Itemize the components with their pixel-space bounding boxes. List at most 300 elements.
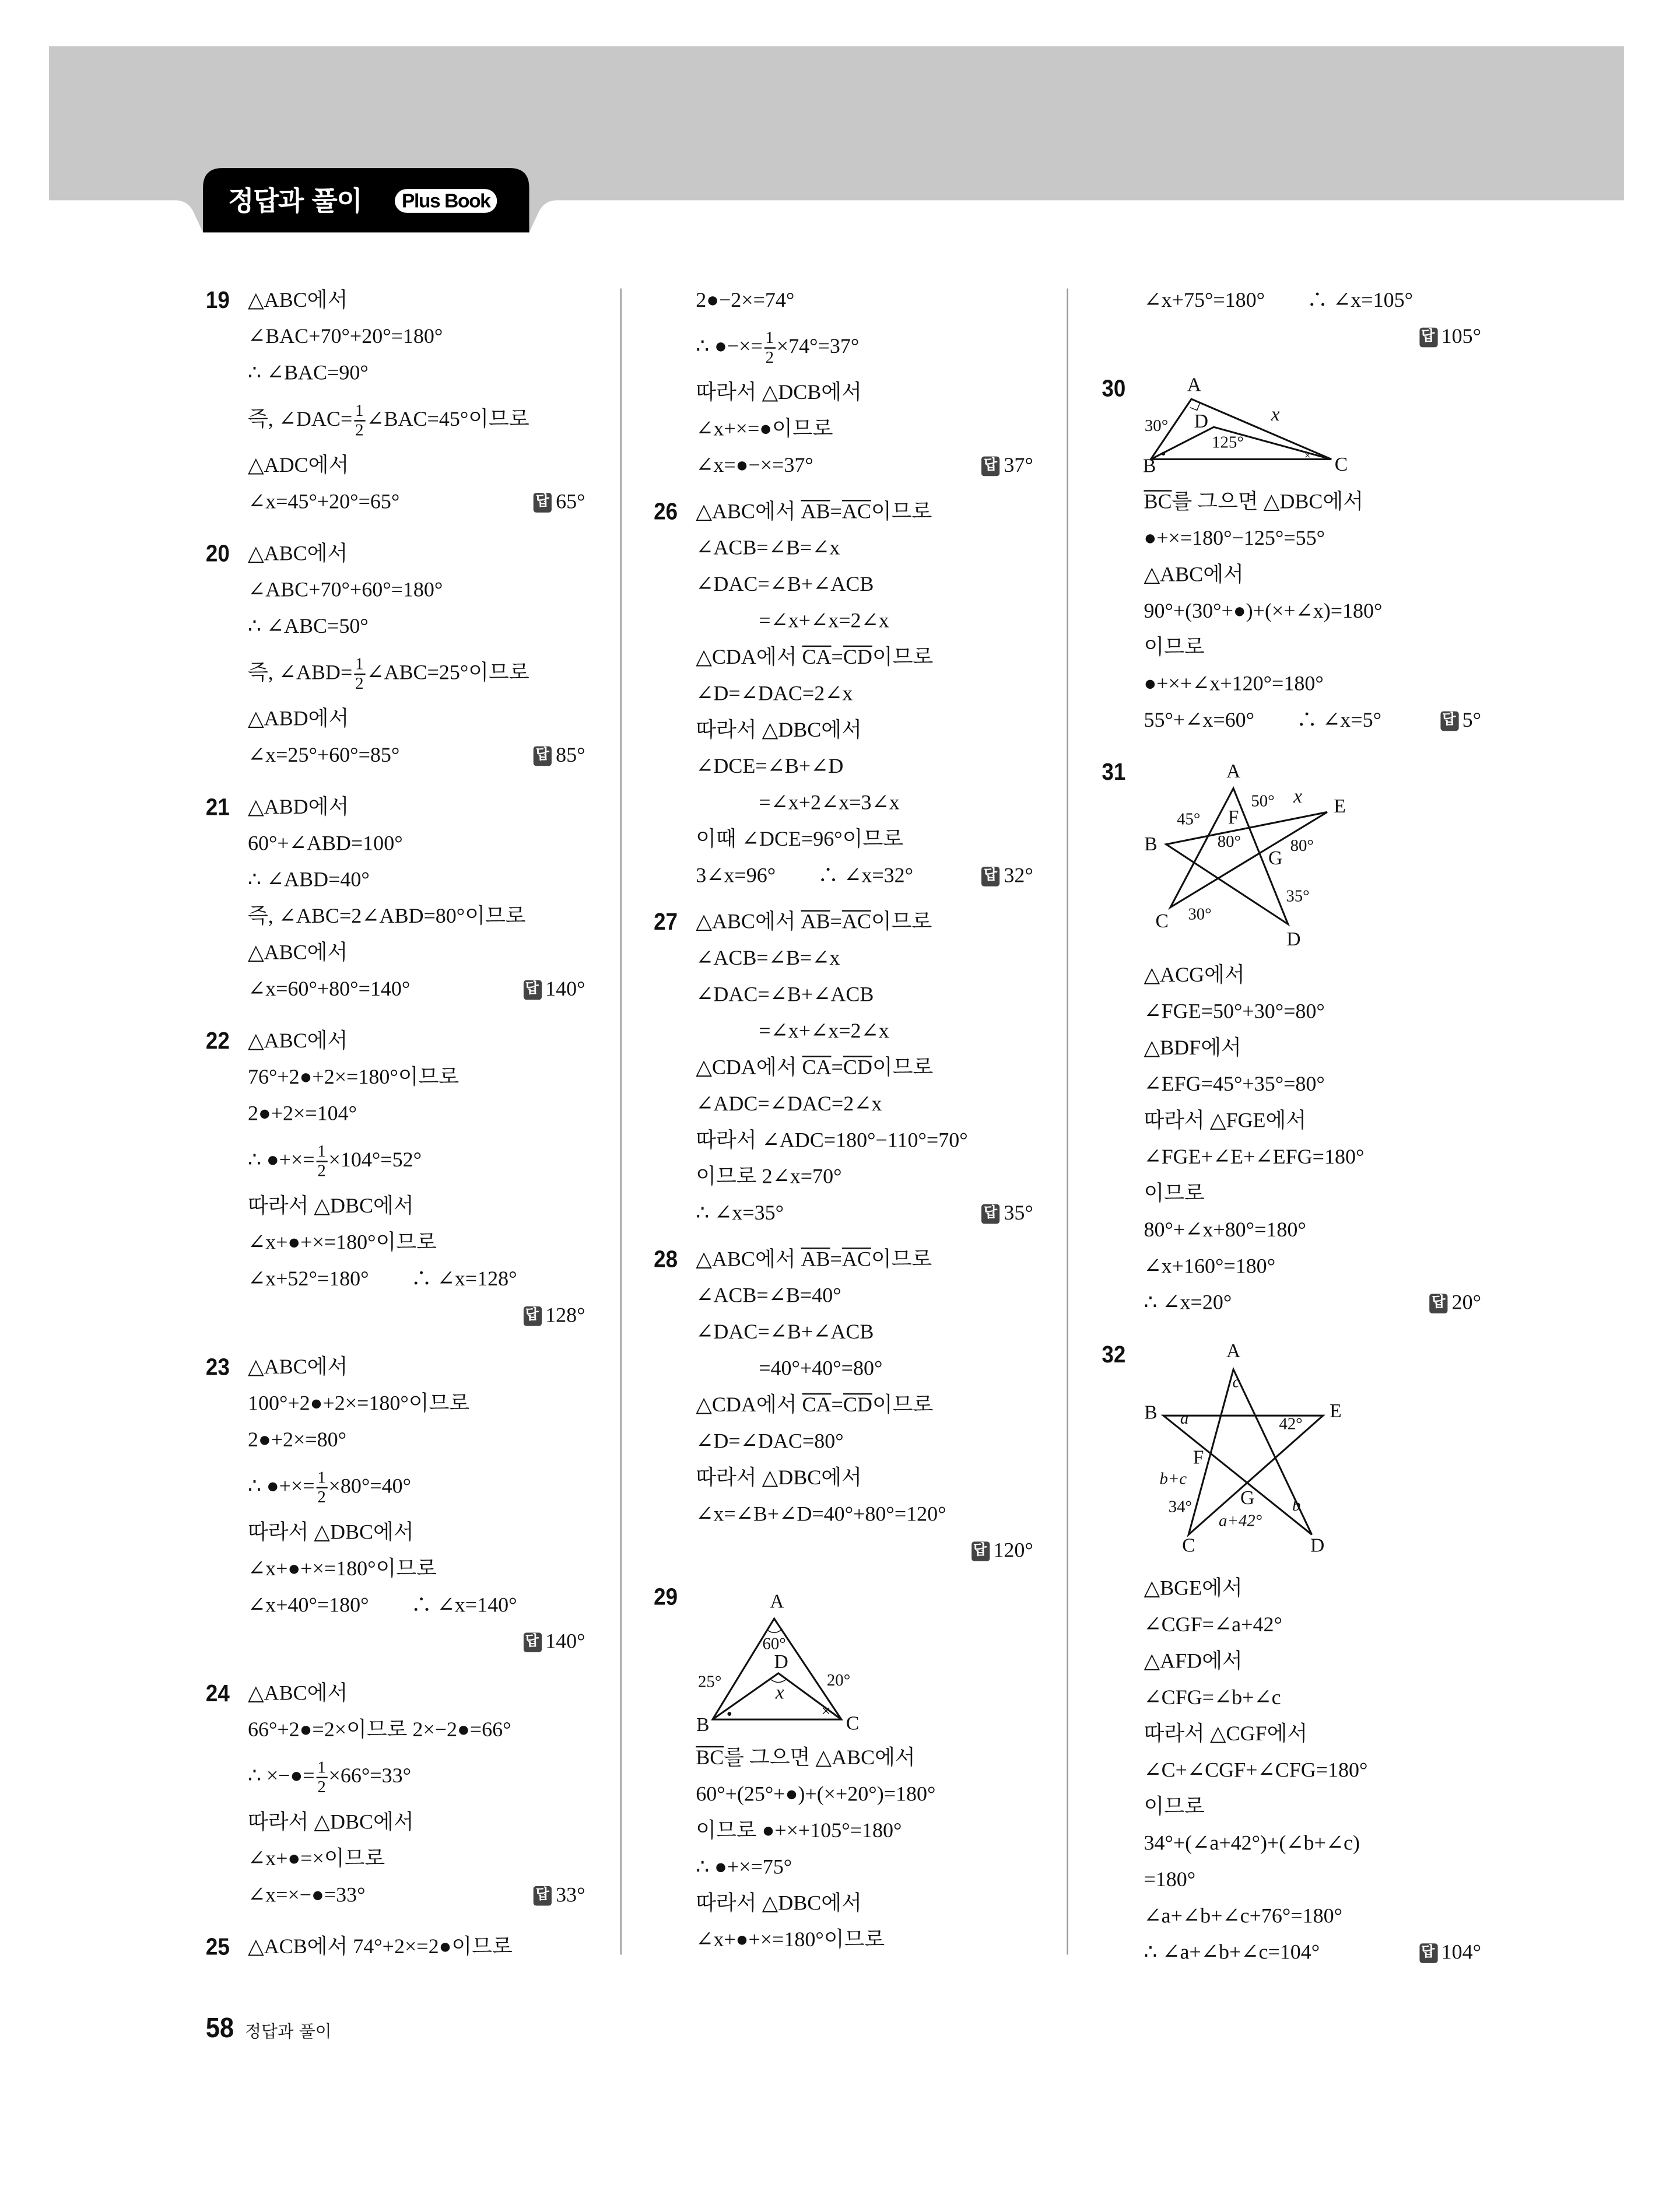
solution-text: =40°+40°=80° — [696, 1358, 883, 1381]
problem-number: 19 — [205, 287, 230, 314]
solution-line — [696, 319, 1033, 375]
answer-icon: 답 — [1429, 1294, 1447, 1313]
answer — [534, 485, 585, 521]
solution-text: 60°+∠ABD=100° — [247, 833, 403, 856]
figure-space — [696, 1579, 697, 1740]
solution-line — [248, 485, 585, 521]
solution-line — [696, 822, 1033, 858]
solution-line — [248, 319, 585, 355]
solution-text: ∠x+160°=180° — [1144, 1256, 1276, 1278]
solution-text: △ABC에서 — [247, 1683, 348, 1706]
problem-29 — [654, 1579, 1033, 1959]
problem-number: 28 — [654, 1246, 678, 1273]
numerator: 1 — [354, 654, 365, 674]
solution-line — [696, 977, 1033, 1014]
answer-icon: 답 — [1440, 712, 1458, 731]
answer — [1419, 319, 1481, 355]
solution-text: 55°+∠x=60° ∴ ∠x=5° — [1144, 710, 1382, 733]
solution-line — [696, 1050, 1033, 1087]
denominator: 2 — [317, 1160, 326, 1180]
fraction — [316, 1142, 327, 1180]
vertex-label-a: A — [1226, 1340, 1241, 1362]
solution-text: ∠x=×−●=33° — [247, 1884, 366, 1907]
solution-line — [696, 786, 1033, 822]
solution-line — [248, 448, 585, 484]
vertex-label-c: C — [1155, 910, 1169, 932]
numerator: 1 — [316, 1758, 327, 1778]
solution-text: 따라서 △DBC에서 — [247, 1196, 414, 1218]
angle-label: 30° — [1188, 905, 1212, 924]
solution-line — [1144, 1680, 1481, 1716]
answer — [981, 1196, 1033, 1232]
math-text: = — [830, 911, 842, 934]
numerator: 1 — [354, 401, 365, 421]
solution-line — [1144, 667, 1481, 703]
solution-line — [696, 941, 1033, 977]
solution-line — [1144, 1067, 1481, 1103]
solution-line — [1144, 558, 1481, 594]
numerator: 1 — [316, 1142, 327, 1162]
solution-line — [696, 1315, 1033, 1351]
solution-line — [248, 738, 585, 774]
answer-line — [696, 1533, 1033, 1569]
solution-line — [248, 1459, 585, 1515]
angle-label: 34° — [1168, 1497, 1193, 1516]
denominator: 2 — [355, 672, 364, 693]
answer-icon: 답 — [523, 980, 541, 1000]
answer — [523, 972, 585, 1008]
solution-text: △AFD에서 — [1144, 1651, 1243, 1673]
problem-number: 29 — [654, 1583, 678, 1610]
segment-overline: $\overline{CA}$ — [802, 1057, 832, 1080]
angle-label: 35° — [1286, 886, 1310, 906]
solution-text: ∴ ∠ABD=40° — [247, 869, 370, 892]
solution-text: ∠FGE=50°+30°=80° — [1144, 1001, 1325, 1024]
solution-line — [1144, 1826, 1481, 1862]
solution-text: 이므로 — [1144, 1796, 1205, 1819]
problem-number: 26 — [654, 498, 678, 525]
column-3 — [1102, 283, 1481, 1987]
answer — [1429, 1285, 1481, 1322]
answer — [971, 1533, 1033, 1569]
solution-line — [248, 1712, 585, 1749]
math-text: 를 그으면 △DBC에서 — [1172, 491, 1364, 514]
solution-text: 66°+2●=2×이므로 2×−2●=66° — [247, 1719, 511, 1742]
solution-text: △ABC에서 — [1144, 564, 1244, 587]
solution-line — [248, 1877, 585, 1914]
solution-text: ∠x+75°=180° ∴ ∠x=105° — [1144, 289, 1414, 313]
solution-text: ∠ADC=∠DAC=2∠x — [696, 1094, 882, 1116]
answer-value: 128° — [545, 1305, 585, 1327]
answer-value: 105° — [1441, 326, 1482, 349]
answer — [534, 738, 585, 774]
solution-line — [248, 863, 585, 899]
answer — [523, 1624, 585, 1660]
problem-32 — [1102, 1337, 1481, 1972]
solution-line — [696, 1123, 1033, 1159]
angle-label: 42° — [1279, 1414, 1303, 1434]
solution-text: ∠D=∠DAC=80° — [696, 1431, 844, 1454]
math-text: 이므로 — [871, 1249, 932, 1271]
denominator: 2 — [765, 346, 774, 366]
math-text: 이므로 — [871, 501, 932, 524]
point-label-g: G — [1268, 847, 1283, 869]
segment-overline: $\overline{AB}$ — [801, 501, 830, 524]
column-divider — [1067, 289, 1068, 1955]
solution-text: ∠x=∠B+∠D=40°+80°=120° — [696, 1504, 946, 1526]
problem-19 — [206, 283, 585, 521]
vertex-label-b: B — [696, 1714, 710, 1736]
solution-line — [696, 531, 1033, 567]
solution-line — [248, 1515, 585, 1551]
solution-line — [1144, 1898, 1481, 1935]
segment-overline: $\overline{CA}$ — [802, 1394, 832, 1417]
math-text: ∴ ●+×= — [247, 1150, 315, 1172]
answer-icon: 답 — [534, 747, 552, 766]
math-text: 이므로 — [872, 1057, 934, 1080]
angle-label: b+c — [1159, 1469, 1187, 1488]
solution-line — [696, 1740, 1033, 1776]
section-title: 정답과 풀이 — [228, 186, 362, 218]
solution-text: ∴ ∠a+∠b+∠c=104° — [1144, 1942, 1320, 1965]
solution-line — [696, 1196, 1033, 1232]
solution-text: 따라서 △DBC에서 — [696, 720, 862, 742]
vertex-label-c: C — [1334, 454, 1348, 476]
solution-text: ●+×=180°−125°=55° — [1144, 528, 1325, 551]
vertex-label-b: B — [1142, 455, 1156, 477]
math-text: = — [830, 501, 842, 524]
solution-text: =∠x+∠x=2∠x — [696, 610, 889, 633]
solution-line — [1144, 1644, 1481, 1680]
math-text: = — [831, 1394, 843, 1417]
cross-mark: × — [821, 1701, 831, 1721]
solution-line — [1144, 1716, 1481, 1753]
column-divider — [620, 289, 622, 1955]
vertex-label-d: D — [1286, 928, 1301, 951]
segment-overline: $\overline{BC}$ — [1144, 491, 1172, 514]
vertex-label-e: E — [1334, 795, 1346, 817]
solution-line — [696, 1497, 1033, 1533]
answer-line — [248, 1624, 585, 1660]
solution-line — [696, 1922, 1033, 1958]
solution-text: ∠FGE+∠E+∠EFG=180° — [1144, 1147, 1365, 1169]
solution-text: ∠x+40°=180° ∴ ∠x=140° — [247, 1595, 517, 1617]
segment-overline: $\overline{AB}$ — [801, 911, 830, 934]
solution-line — [696, 1351, 1033, 1387]
vertex-label-c: C — [846, 1712, 860, 1735]
solution-line — [696, 859, 1033, 895]
solution-text: 2●+2×=80° — [247, 1429, 347, 1452]
solution-text: 따라서 △FGE에서 — [1144, 1110, 1307, 1133]
problem-24 — [206, 1676, 585, 1914]
solution-line — [1144, 485, 1481, 521]
problem-number: 20 — [205, 540, 230, 567]
solution-line — [248, 1060, 585, 1096]
answer-value: 85° — [556, 745, 585, 768]
solution-line — [696, 1777, 1033, 1813]
solution-text: ∠x+●+×=180°이므로 — [247, 1232, 437, 1255]
problem-number: 30 — [1102, 375, 1126, 402]
solution-text: 따라서 △DCB에서 — [696, 382, 862, 405]
solution-line — [696, 1387, 1033, 1424]
solution-line — [696, 1813, 1033, 1849]
angle-label: 45° — [1177, 810, 1201, 829]
solution-line — [248, 1189, 585, 1225]
solution-text: ∠x+●+×=180°이므로 — [247, 1558, 437, 1581]
solution-line — [1144, 1176, 1481, 1213]
solution-text: ∠x+●+×=180°이므로 — [696, 1929, 885, 1952]
solution-line — [696, 412, 1033, 448]
denominator: 2 — [317, 1486, 326, 1506]
math-text: △CDA에서 — [696, 1394, 802, 1417]
angle-b-label: b — [1292, 1495, 1301, 1515]
solution-text: ∠x=60°+80°=140° — [247, 979, 411, 1001]
figure-space — [1144, 755, 1145, 958]
solution-text: =∠x+∠x=2∠x — [696, 1021, 889, 1043]
solution-text: △ACG에서 — [1144, 965, 1245, 987]
angle-label: 50° — [1251, 791, 1275, 811]
answer-value: 20° — [1451, 1292, 1482, 1315]
solution-text: =∠x+2∠x=3∠x — [696, 792, 900, 815]
solution-line — [1144, 994, 1481, 1031]
solution-text: 즉, ∠ABC=2∠ABD=80°이므로 — [247, 906, 526, 928]
answer-value: 33° — [556, 1884, 585, 1907]
page-number: 58 — [205, 2013, 234, 2045]
solution-line — [248, 899, 585, 935]
fraction — [316, 1468, 327, 1506]
figure-space — [1144, 1337, 1145, 1571]
answer-value: 5° — [1462, 710, 1482, 733]
solution-text: ●+×+∠x+120°=180° — [1144, 673, 1324, 696]
solution-text: ∴ ∠ABC=50° — [247, 616, 369, 639]
math-text: ×66°=33° — [328, 1765, 412, 1788]
column-2 — [654, 283, 1033, 1969]
problem-number: 25 — [205, 1933, 230, 1961]
solution-line — [248, 1422, 585, 1459]
solution-text: ∠x+52°=180° ∴ ∠x=128° — [247, 1269, 517, 1291]
solution-text: △ABC에서 — [247, 1357, 348, 1379]
answer — [1419, 1935, 1481, 1971]
answer — [981, 448, 1033, 484]
problem-20 — [206, 537, 585, 775]
solution-text: 따라서 △CGF에서 — [1144, 1723, 1308, 1746]
solution-line — [1144, 1571, 1481, 1607]
plus-book-badge: Plus Book — [395, 189, 497, 213]
solution-line — [696, 1014, 1033, 1050]
segment-overline: $\overline{AC}$ — [841, 501, 871, 524]
solution-line — [1144, 1103, 1481, 1140]
solution-line — [248, 702, 585, 738]
answer-value: 37° — [1004, 455, 1033, 478]
solution-text: ∠ACB=∠B=∠x — [696, 948, 840, 970]
solution-line — [696, 604, 1033, 640]
problem-28 — [654, 1242, 1033, 1570]
solution-line — [1144, 703, 1481, 739]
solution-text: ∴ ∠BAC=90° — [247, 362, 369, 386]
solution-line — [696, 1849, 1033, 1886]
angle-x-label: x — [1293, 786, 1303, 808]
segment-overline: $\overline{AC}$ — [841, 1249, 871, 1271]
solution-line — [696, 1087, 1033, 1123]
point-label-f: F — [1193, 1446, 1204, 1469]
solution-text: ∴ ∠x=20° — [1144, 1292, 1232, 1315]
segment-overline: $\overline{AC}$ — [841, 911, 871, 934]
vertex-label-e: E — [1330, 1400, 1342, 1422]
solution-text: ∠x=45°+20°=65° — [247, 491, 400, 514]
solution-line — [1144, 594, 1481, 630]
problem-number: 27 — [654, 909, 678, 935]
problem-number: 31 — [1102, 759, 1126, 786]
answer-line — [1144, 319, 1481, 355]
angle-label: 60° — [762, 1634, 786, 1653]
math-text: = — [831, 1057, 843, 1080]
problem-continued — [654, 283, 1033, 485]
solution-text: △ABC에서 — [247, 1030, 348, 1053]
column-1 — [206, 283, 585, 1981]
problem-31 — [1102, 755, 1481, 1322]
solution-line — [248, 1676, 585, 1712]
answer-icon: 답 — [981, 1204, 999, 1224]
solution-line — [248, 1841, 585, 1877]
problem-30 — [1102, 371, 1481, 739]
solution-line — [696, 905, 1033, 941]
solution-line — [248, 1386, 585, 1422]
problem-25 — [206, 1929, 585, 1965]
math-text: ∠ABC=25°이므로 — [366, 662, 529, 685]
answer-icon: 답 — [981, 457, 999, 476]
numerator: 1 — [316, 1468, 327, 1488]
problem-continued — [1102, 283, 1481, 356]
answer-icon: 답 — [534, 493, 552, 513]
segment-overline: $\overline{CA}$ — [802, 647, 832, 670]
answer-value: 120° — [993, 1540, 1033, 1563]
solution-text: 100°+2●+2×=180°이므로 — [247, 1393, 470, 1416]
solution-line — [248, 1262, 585, 1298]
vertex-label-a: A — [770, 1590, 784, 1613]
solution-text: 따라서 △DBC에서 — [247, 1522, 414, 1545]
math-text: ×80°=40° — [328, 1476, 412, 1498]
math-text: △CDA에서 — [696, 647, 802, 670]
solution-line — [1144, 1213, 1481, 1249]
solution-line — [696, 749, 1033, 785]
solution-text: ∴ ●+×=75° — [696, 1856, 792, 1879]
solution-line — [248, 283, 585, 319]
solution-text: ∠CGF=∠a+42° — [1144, 1614, 1282, 1637]
solution-text: 34°+(∠a+42°)+(∠b+∠c) — [1144, 1832, 1360, 1856]
answer-icon: 답 — [971, 1541, 989, 1561]
segment-overline: $\overline{CD}$ — [843, 1057, 872, 1080]
solution-text: 따라서 ∠ADC=180°−110°=70° — [696, 1130, 968, 1152]
solution-text: 이때 ∠DCE=96°이므로 — [696, 829, 904, 852]
problem-22 — [206, 1024, 585, 1334]
angle-a-label: a — [1180, 1409, 1189, 1428]
problem-26 — [654, 494, 1033, 895]
solution-line — [1144, 521, 1481, 557]
solution-text: 2●−2×=74° — [696, 289, 795, 313]
math-text: ×104°=52° — [328, 1150, 422, 1172]
segment-overline: $\overline{AB}$ — [801, 1249, 830, 1271]
solution-line — [248, 1551, 585, 1588]
solution-text: △ACB에서 74°+2×=2●이므로 — [247, 1936, 513, 1959]
solution-line — [696, 1460, 1033, 1497]
math-text: = — [830, 1249, 842, 1271]
answer — [534, 1877, 585, 1914]
math-text: 이므로 — [872, 647, 934, 670]
solution-line — [248, 1350, 585, 1386]
solution-line — [1144, 1753, 1481, 1789]
solution-text: 80°+∠x+80°=180° — [1144, 1220, 1306, 1242]
fraction — [354, 654, 365, 692]
solution-line — [696, 1242, 1033, 1278]
denominator: 2 — [355, 419, 364, 439]
math-text: = — [831, 647, 843, 670]
solution-text: 90°+(30°+●)+(×+∠x)=180° — [1144, 600, 1383, 623]
solution-line — [1144, 1031, 1481, 1067]
vertex-label-d: D — [1310, 1534, 1325, 1557]
solution-text: 60°+(25°+●)+(×+20°)=180° — [696, 1783, 936, 1807]
footer-label: 정답과 풀이 — [245, 2021, 332, 2042]
solution-text: 이므로 — [1144, 637, 1205, 660]
solution-line — [248, 1133, 585, 1189]
math-text: ×74°=37° — [776, 336, 860, 359]
solution-text: △ABD에서 — [247, 797, 349, 819]
solution-text: ∠EFG=45°+35°=80° — [1144, 1074, 1325, 1096]
solution-text: △ABC에서 — [247, 543, 348, 566]
angle-c-label: c — [1232, 1372, 1240, 1392]
solution-line — [1144, 958, 1481, 994]
solution-line — [248, 609, 585, 645]
solution-text: ∠ACB=∠B=∠x — [696, 537, 840, 560]
solution-line — [1144, 630, 1481, 666]
solution-text: △ADC에서 — [247, 455, 349, 478]
solution-line — [248, 573, 585, 609]
answer — [981, 859, 1033, 895]
vertex-label-c: C — [1182, 1534, 1195, 1557]
solution-text: △ABD에서 — [247, 708, 349, 731]
angle-label: 20° — [826, 1670, 851, 1690]
solution-text: ∠ABC+70°+60°=180° — [247, 579, 443, 602]
math-text: ∠BAC=45°이므로 — [366, 409, 529, 432]
math-text: ∴ ●−×= — [696, 336, 763, 359]
problem-27 — [654, 905, 1033, 1232]
solution-text: ∠CFG=∠b+∠c — [1144, 1687, 1281, 1710]
solution-text: ∠C+∠CGF+∠CFG=180° — [1144, 1760, 1368, 1783]
solution-text: ∠x+×=●이므로 — [696, 418, 833, 441]
solution-line — [696, 283, 1033, 319]
answer-icon: 답 — [523, 1632, 541, 1652]
solution-line — [248, 972, 585, 1008]
solution-text: 76°+2●+2×=180°이므로 — [247, 1067, 460, 1089]
math-text: 이므로 — [871, 911, 932, 934]
solution-text: ∠BAC+70°+20°=180° — [247, 326, 443, 349]
vertex-label-d: D — [774, 1651, 788, 1673]
solution-line — [1144, 1789, 1481, 1825]
solution-text: ∠D=∠DAC=2∠x — [696, 683, 853, 706]
solution-line — [1144, 1607, 1481, 1644]
solution-line — [248, 790, 585, 826]
solution-line — [1144, 1935, 1481, 1971]
segment-overline: $\overline{CD}$ — [843, 1394, 872, 1417]
solution-text: =180° — [1144, 1869, 1196, 1892]
solution-line — [248, 1225, 585, 1262]
solution-line — [696, 494, 1033, 530]
solution-line — [696, 1159, 1033, 1196]
vertex-label-a: A — [1226, 760, 1241, 782]
solution-line — [248, 1805, 585, 1841]
answer-icon: 답 — [1419, 328, 1437, 348]
answer-icon: 답 — [534, 1886, 552, 1906]
solution-line — [248, 1096, 585, 1133]
